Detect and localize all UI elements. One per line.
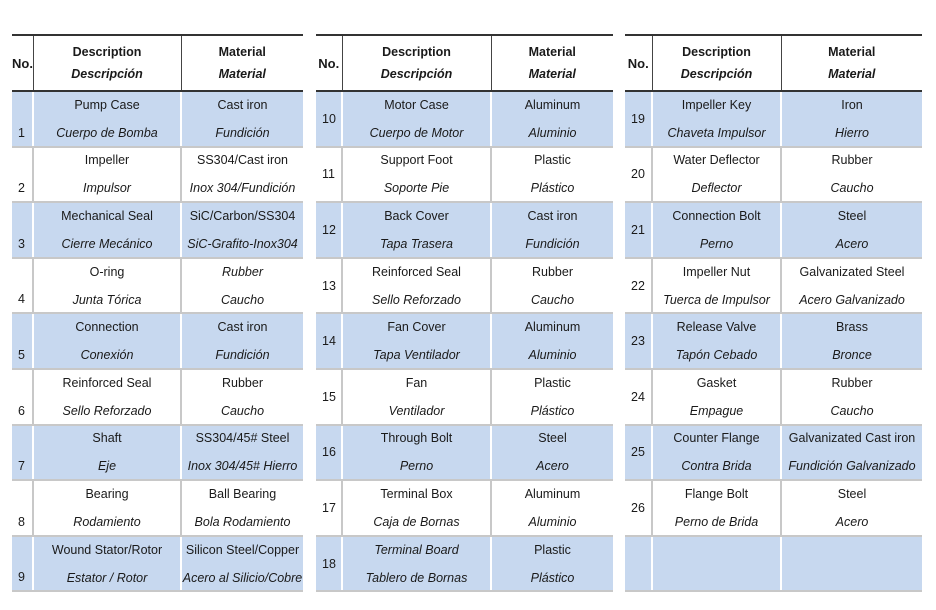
- part-number: 15: [316, 369, 342, 425]
- header-description-en: Description: [382, 44, 451, 59]
- table-row: [12, 202, 303, 258]
- part-material-es: Acero Galvanizado: [799, 292, 905, 307]
- part-material-en: Plastic: [534, 375, 571, 390]
- part-description-es: Sello Reforzado: [372, 292, 461, 307]
- table-row: [12, 258, 303, 314]
- part-description-en: Mechanical Seal: [61, 208, 153, 223]
- part-description-en: Fan Cover: [387, 320, 446, 335]
- part-material-en: Aluminum: [524, 320, 581, 335]
- part-material-es: Plástico: [530, 403, 575, 418]
- part-number: 4: [12, 258, 33, 314]
- part-material-en: Plastic: [534, 153, 571, 168]
- part-material-es: Bola Rodamiento: [194, 514, 291, 529]
- header-row: [316, 35, 613, 91]
- part-description-en: Impeller Key: [681, 97, 752, 112]
- table-row: [316, 91, 613, 147]
- part-description: [33, 480, 181, 536]
- part-description-en: Bearing: [85, 486, 129, 501]
- part-description-en: Back Cover: [384, 208, 449, 223]
- header-no: No.: [316, 35, 342, 91]
- part-number: 19: [625, 91, 652, 147]
- parts-table-1: [12, 34, 303, 592]
- part-description-en: Wound Stator/Rotor: [51, 542, 163, 557]
- table-row: [625, 147, 922, 203]
- part-description-en: Terminal Board: [374, 542, 459, 557]
- part-material-en: Steel: [837, 486, 867, 501]
- part-number: 16: [316, 425, 342, 481]
- part-number: 11: [316, 147, 342, 203]
- part-material: [491, 369, 613, 425]
- part-material-es: Aluminio: [528, 348, 577, 363]
- part-description-en: Impeller Nut: [682, 264, 751, 279]
- part-description-es: Eje: [97, 459, 117, 474]
- part-description: [33, 536, 181, 592]
- part-description-es: Rodamiento: [73, 514, 141, 529]
- part-material: [181, 369, 303, 425]
- part-description: [33, 313, 181, 369]
- part-description: [342, 536, 491, 592]
- part-description-es: Estator / Rotor: [66, 570, 148, 585]
- part-description-en: Counter Flange: [673, 431, 760, 446]
- part-material-en: Steel: [837, 208, 867, 223]
- part-description-en: Motor Case: [384, 97, 449, 112]
- part-description-en: Reinforced Seal: [372, 264, 461, 279]
- part-description-es: Perno: [399, 459, 434, 474]
- part-description: [652, 202, 781, 258]
- part-description-es: Deflector: [691, 181, 742, 196]
- part-description-es: Caja de Bornas: [373, 514, 460, 529]
- part-material: [181, 425, 303, 481]
- table-row: [316, 258, 613, 314]
- table-row: [316, 480, 613, 536]
- header-description: [33, 35, 181, 91]
- header-description-es: Descripción: [680, 66, 753, 81]
- part-description: [33, 91, 181, 147]
- part-material: [781, 536, 922, 592]
- part-number: 20: [625, 147, 652, 203]
- header-description: [652, 35, 781, 91]
- part-description-es: Tapón Cebado: [675, 348, 758, 363]
- part-description: [342, 313, 491, 369]
- part-material: [181, 536, 303, 592]
- part-material-es: Acero: [835, 514, 869, 529]
- table-row: [316, 147, 613, 203]
- part-description-en: Reinforced Seal: [62, 375, 152, 390]
- part-description: [342, 147, 491, 203]
- header-material: [491, 35, 613, 91]
- part-material-es: Aluminio: [528, 125, 577, 140]
- part-material-es: SiC-Grafito-Inox304: [187, 236, 298, 251]
- part-material: [781, 91, 922, 147]
- table-row: [316, 536, 613, 592]
- part-description: [652, 536, 781, 592]
- part-number: 2: [12, 147, 33, 203]
- part-material: [491, 147, 613, 203]
- part-description-en: Flange Bolt: [684, 486, 749, 501]
- part-description: [652, 258, 781, 314]
- part-material-es: Caucho: [220, 292, 265, 307]
- table-row: [625, 480, 922, 536]
- part-material: [181, 91, 303, 147]
- part-description-es: Cuerpo de Motor: [369, 125, 464, 140]
- part-material: [781, 202, 922, 258]
- table-row: [625, 258, 922, 314]
- part-description-en: Release Valve: [676, 320, 757, 335]
- table-row: [625, 369, 922, 425]
- part-description-en: Pump Case: [74, 97, 140, 112]
- part-material-en: Plastic: [534, 542, 571, 557]
- table-row: [625, 536, 922, 592]
- table-row: [12, 147, 303, 203]
- table-row: [12, 536, 303, 592]
- part-description-es: Tuerca de Impulsor: [663, 292, 770, 307]
- part-material-es: Caucho: [830, 403, 874, 418]
- part-description-es: Soporte Pie: [383, 181, 450, 196]
- part-number: 7: [12, 425, 33, 481]
- part-number: 12: [316, 202, 342, 258]
- header-no: No.: [12, 35, 33, 91]
- part-material-en: Iron: [841, 97, 863, 112]
- part-material: [781, 369, 922, 425]
- part-material-es: Acero al Silicio/Cobre: [182, 570, 303, 585]
- part-material-en: Rubber: [831, 375, 873, 390]
- part-number: 23: [625, 313, 652, 369]
- header-row: [12, 35, 303, 91]
- part-description-es: Perno: [699, 236, 734, 251]
- part-material: [181, 258, 303, 314]
- part-number: 14: [316, 313, 342, 369]
- part-number: 6: [12, 369, 33, 425]
- part-number: 10: [316, 91, 342, 147]
- header-material: [781, 35, 922, 91]
- part-material-en: Aluminum: [524, 486, 581, 501]
- part-description: [33, 202, 181, 258]
- header-material-en: Material: [828, 44, 876, 59]
- part-description-es: Tapa Trasera: [380, 236, 453, 251]
- part-description-en: O-ring: [89, 264, 125, 279]
- part-material-es: Caucho: [830, 181, 874, 196]
- part-material-es: Fundición Galvanizado: [788, 459, 916, 474]
- part-material: [781, 258, 922, 314]
- part-number: 5: [12, 313, 33, 369]
- part-material: [181, 480, 303, 536]
- part-material-en: Rubber: [222, 375, 263, 390]
- part-number: 3: [12, 202, 33, 258]
- part-material-en: Silicon Steel/Copper: [185, 542, 300, 557]
- table-row: [625, 425, 922, 481]
- part-number: [625, 536, 652, 592]
- part-material-en: SiC/Carbon/SS304: [189, 208, 296, 223]
- part-material-en: Cast iron: [217, 320, 268, 335]
- part-description: [342, 202, 491, 258]
- header-material-es: Material: [528, 66, 576, 81]
- header-material-en: Material: [528, 44, 576, 59]
- part-description-es: Empague: [689, 403, 744, 418]
- part-number: 24: [625, 369, 652, 425]
- part-description-en: Terminal Box: [380, 486, 453, 501]
- header-description-es: Descripción: [380, 66, 453, 81]
- part-description-es: Contra Brida: [681, 459, 752, 474]
- part-material-en: Aluminum: [524, 97, 581, 112]
- part-description: [342, 425, 491, 481]
- part-number: 1: [12, 91, 33, 147]
- part-material: [491, 313, 613, 369]
- table-row: [316, 425, 613, 481]
- part-material-es: Inox 304/Fundición: [189, 181, 296, 196]
- part-description-en: Impeller: [84, 153, 130, 168]
- part-material: [181, 147, 303, 203]
- table-row: [316, 313, 613, 369]
- header-material-en: Material: [218, 44, 266, 59]
- header-material-es: Material: [218, 66, 266, 81]
- part-material-es: Caucho: [220, 403, 265, 418]
- part-material-en: Brass: [836, 320, 868, 335]
- part-material: [781, 425, 922, 481]
- part-description: [33, 369, 181, 425]
- part-description-en: Fan: [405, 375, 428, 390]
- part-number: 18: [316, 536, 342, 592]
- part-material: [181, 202, 303, 258]
- header-material-es: Material: [828, 66, 876, 81]
- part-description-es: Impulsor: [83, 181, 131, 196]
- part-description: [652, 91, 781, 147]
- part-description: [652, 425, 781, 481]
- part-number: 22: [625, 258, 652, 314]
- part-description: [342, 258, 491, 314]
- part-description: [652, 369, 781, 425]
- part-material: [491, 425, 613, 481]
- part-description: [342, 480, 491, 536]
- part-description-en: Gasket: [696, 375, 737, 390]
- part-material-en: Rubber: [532, 264, 573, 279]
- part-material: [781, 480, 922, 536]
- part-material: [781, 147, 922, 203]
- part-material-en: SS304/45# Steel: [195, 431, 290, 446]
- part-number: 26: [625, 480, 652, 536]
- part-material: [491, 480, 613, 536]
- part-material: [491, 536, 613, 592]
- part-material-en: Cast iron: [527, 208, 578, 223]
- table-row: [625, 313, 922, 369]
- parts-table-2: [316, 34, 613, 592]
- header-description: [342, 35, 491, 91]
- part-number: 17: [316, 480, 342, 536]
- part-description-en: Through Bolt: [380, 431, 453, 446]
- part-description-en: Support Foot: [380, 153, 453, 168]
- part-number: 9: [12, 536, 33, 592]
- part-description: [652, 147, 781, 203]
- part-description-es: Perno de Brida: [674, 514, 759, 529]
- part-number: 25: [625, 425, 652, 481]
- part-material-es: Fundición: [525, 236, 580, 251]
- part-material-es: Inox 304/45# Hierro: [187, 459, 298, 474]
- part-material-es: Fundición: [215, 125, 270, 140]
- table-row: [12, 91, 303, 147]
- part-material-en: Steel: [538, 431, 567, 446]
- part-description-es: Conexión: [80, 348, 134, 363]
- part-material-en: Rubber: [222, 264, 263, 279]
- part-material-en: SS304/Cast iron: [196, 153, 289, 168]
- part-material: [491, 202, 613, 258]
- table-row: [12, 313, 303, 369]
- part-description-es: Cuerpo de Bomba: [56, 125, 158, 140]
- part-description: [33, 258, 181, 314]
- part-number: 13: [316, 258, 342, 314]
- header-material: [181, 35, 303, 91]
- header-row: [625, 35, 922, 91]
- header-description-en: Description: [72, 44, 142, 59]
- header-description-es: Descripción: [71, 66, 143, 81]
- part-material-es: Plástico: [530, 570, 575, 585]
- part-material-en: Ball Bearing: [208, 486, 277, 501]
- part-material: [491, 258, 613, 314]
- part-description: [33, 425, 181, 481]
- part-description: [342, 369, 491, 425]
- part-description-es: Cierre Mecánico: [61, 236, 153, 251]
- part-material-en: Galvanizated Cast iron: [788, 431, 916, 446]
- part-material-en: Galvanizated Steel: [799, 264, 905, 279]
- table-row: [12, 425, 303, 481]
- part-description: [652, 313, 781, 369]
- part-description-es: Tapa Ventilador: [373, 348, 460, 363]
- parts-table-3: [625, 34, 922, 592]
- part-description-es: Ventilador: [388, 403, 445, 418]
- part-material-es: Caucho: [530, 292, 575, 307]
- part-material-es: Fundición: [215, 348, 270, 363]
- table-row: [316, 369, 613, 425]
- part-material: [781, 313, 922, 369]
- table-row: [625, 202, 922, 258]
- part-material-es: Acero: [536, 459, 569, 474]
- part-description-en: Water Deflector: [673, 153, 760, 168]
- part-material-es: Acero: [835, 236, 869, 251]
- part-material: [491, 91, 613, 147]
- part-material-es: Bronce: [832, 348, 872, 363]
- part-description-es: Sello Reforzado: [62, 403, 152, 418]
- part-description-en: Shaft: [92, 431, 122, 446]
- part-material-es: Aluminio: [528, 514, 577, 529]
- part-description-es: Tablero de Bornas: [365, 570, 468, 585]
- table-row: [12, 369, 303, 425]
- part-description: [33, 147, 181, 203]
- table-row: [625, 91, 922, 147]
- part-description: [652, 480, 781, 536]
- part-description-es: Chaveta Impulsor: [667, 125, 766, 140]
- part-material-en: Cast iron: [217, 97, 268, 112]
- table-row: [316, 202, 613, 258]
- part-material-es: Plástico: [530, 181, 575, 196]
- table-row: [12, 480, 303, 536]
- part-description-en: Connection: [75, 320, 139, 335]
- part-material-es: Hierro: [834, 125, 870, 140]
- part-number: 21: [625, 202, 652, 258]
- header-description-en: Description: [682, 44, 751, 59]
- part-number: 8: [12, 480, 33, 536]
- header-no: No.: [625, 35, 652, 91]
- part-description-en: Connection Bolt: [672, 208, 761, 223]
- part-description: [342, 91, 491, 147]
- part-material-en: Rubber: [831, 153, 873, 168]
- part-description-es: Junta Tórica: [72, 292, 142, 307]
- part-material: [181, 313, 303, 369]
